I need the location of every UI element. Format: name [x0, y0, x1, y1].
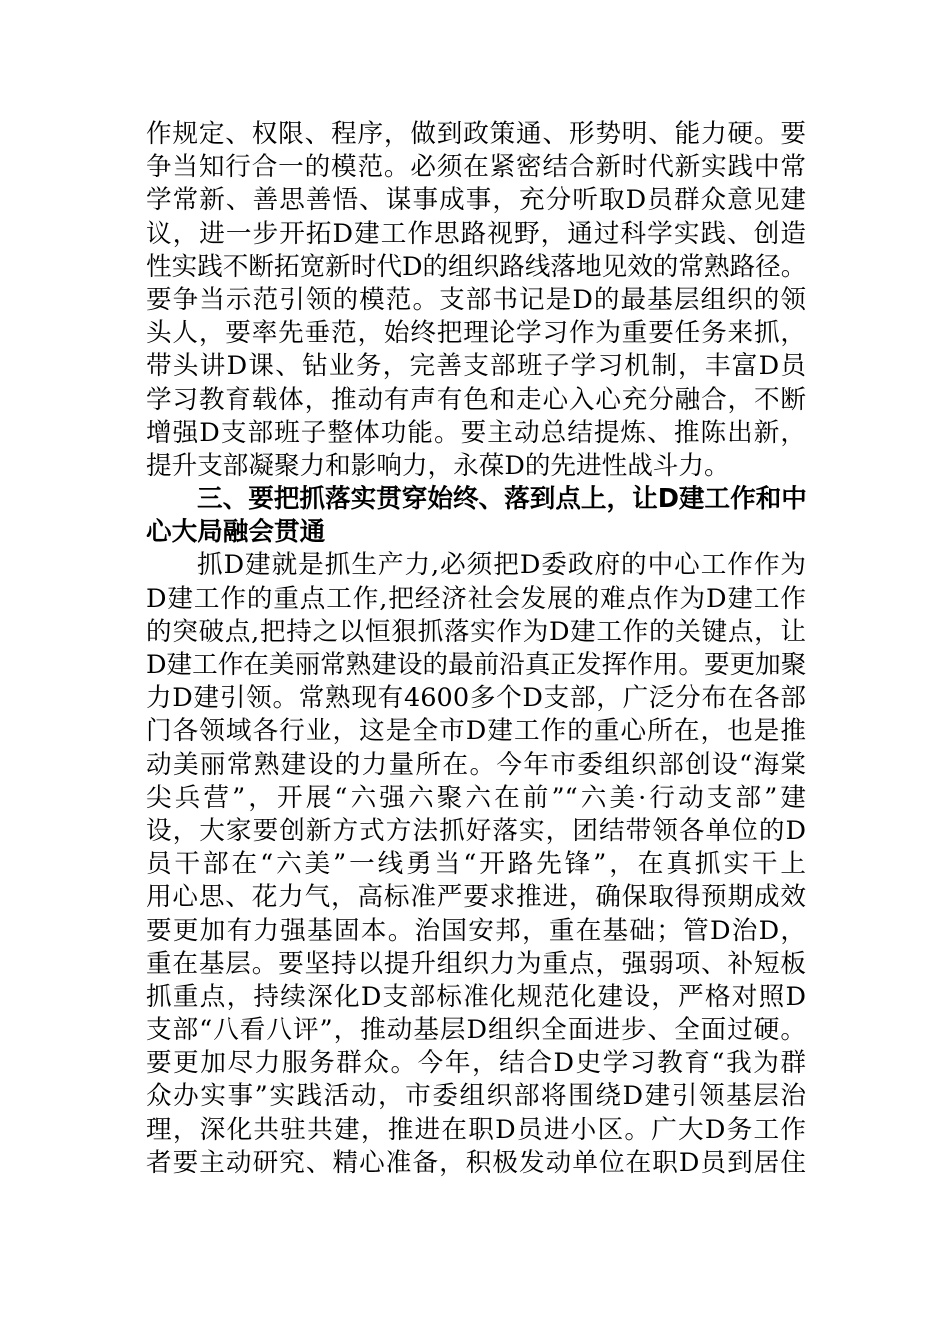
text-line: D建工作的重点工作,把经济社会发展的难点作为D建工作 [146, 583, 806, 614]
text-line: 要更加尽力服务群众。今年，结合D史学习教育“我为群 [146, 1048, 806, 1079]
text-line: 的突破点,把持之以恒狠抓落实作为D建工作的关键点，让 [146, 616, 806, 647]
text-line: 增强D支部班子整体功能。要主动总结提炼、推陈出新， [146, 417, 806, 448]
text-line: 争当知行合一的模范。必须在紧密结合新时代新实践中常 [146, 152, 806, 183]
text-line: 作规定、权限、程序，做到政策通、形势明、能力硬。要 [146, 119, 806, 149]
text-line: 学习教育载体，推动有声有色和走心入心充分融合，不断 [146, 384, 806, 415]
text-line: 提升支部凝聚力和影响力，永葆D的先进性战斗力。 [146, 450, 730, 481]
text-line: 尖兵营”，开展“六强六聚六在前”“六美·行动支部”建 [146, 782, 806, 813]
text-line: 学常新、善思善悟、谋事成事，充分听取D员群众意见建 [146, 185, 806, 216]
text-line: 设，大家要创新方式方法抓好落实，团结带领各单位的D [146, 815, 806, 846]
text-line: 要争当示范引领的模范。支部书记是D的最基层组织的领 [146, 284, 806, 315]
text-line: 带头讲D课、钻业务，完善支部班子学习机制，丰富D员 [146, 351, 806, 382]
text-line: 力D建引领。常熟现有4600多个D支部，广泛分布在各部 [146, 683, 806, 714]
text-line: 抓D建就是抓生产力,必须把D委政府的中心工作作为 [197, 550, 806, 581]
text-line: D建工作在美丽常熟建设的最前沿真正发挥作用。要更加聚 [146, 650, 807, 680]
heading-line: 三、要把抓落实贯穿始终、落到点上，让D建工作和中 [197, 484, 807, 515]
text-line: 动美丽常熟建设的力量所在。今年市委组织部创设“海棠 [146, 749, 806, 780]
paragraph-2 [146, 549, 806, 1180]
text-line: 议，进一步开拓D建工作思路视野，通过科学实践、创造 [146, 218, 806, 249]
paragraph-1 [146, 118, 806, 483]
text-line: 理，深化共驻共建，推进在职D员进小区。广大D务工作 [146, 1114, 806, 1145]
text-line: 支部“八看八评”，推动基层D组织全面进步、全面过硬。 [146, 1015, 806, 1046]
text-line: 员干部在“六美”一线勇当“开路先锋”，在真抓实干上 [146, 849, 806, 880]
text-line: 性实践不断拓宽新时代D的组织路线落地见效的常熟路径。 [146, 251, 807, 282]
text-line: 抓重点，持续深化D支部标准化规范化建设，严格对照D [146, 981, 806, 1012]
text-line: 用心思、花力气，高标准严要求推进，确保取得预期成效 [146, 882, 806, 913]
text-line: 要更加有力强基固本。治国安邦，重在基础；管D治D， [146, 915, 806, 946]
text-line: 头人，要率先垂范，始终把理论学习作为重要任务来抓， [146, 318, 806, 349]
text-line: 者要主动研究、精心准备，积极发动单位在职D员到居住 [146, 1147, 806, 1178]
text-line: 门各领域各行业，这是全市D建工作的重心所在，也是推 [146, 716, 806, 747]
heading-line: 心大局融会贯通 [146, 517, 326, 548]
text-line: 重在基层。要坚持以提升组织力为重点，强弱项、补短板 [146, 948, 806, 979]
section-heading [146, 483, 806, 549]
text-line: 众办实事”实践活动，市委组织部将围绕D建引领基层治 [146, 1081, 806, 1112]
document-page [146, 118, 806, 1180]
